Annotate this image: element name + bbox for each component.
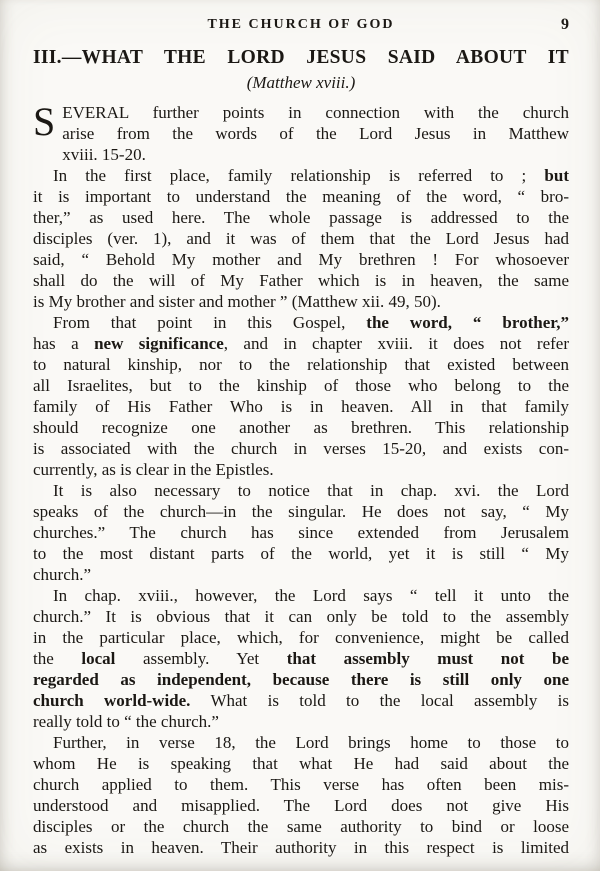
body-text: is My brother and sister and mother ” (Matthew xii. 49, 50). xyxy=(33,292,441,311)
text-line xyxy=(33,627,569,648)
body-text: It is also necessary to notice that in chap. xvi. the Lord xyxy=(53,481,569,500)
text-line xyxy=(33,417,569,438)
body-text: EVERAL further points in connection with the church xyxy=(62,103,569,122)
text-line xyxy=(33,249,569,270)
text-line xyxy=(33,564,569,585)
body-text: should recognize one another as brethren. This relationship xyxy=(33,418,569,437)
body-text: What is told to the local assembly is xyxy=(190,691,569,710)
text-line xyxy=(33,312,569,333)
text-line xyxy=(33,375,569,396)
paragraph xyxy=(33,312,569,480)
drop-cap: S xyxy=(33,99,56,144)
text-line xyxy=(33,732,569,753)
page-number: 9 xyxy=(561,16,569,33)
text-line xyxy=(33,438,569,459)
body-text: the xyxy=(33,649,82,668)
chapter-subtitle: (Matthew xviii.) xyxy=(246,73,356,92)
emphasized-text: local xyxy=(81,649,116,668)
emphasized-text: new significance xyxy=(94,334,224,353)
body-text: churches.” The church has since extended from Jerusalem xyxy=(33,523,569,542)
text-line xyxy=(33,753,569,774)
body-text: whom He is speaking that what He had said about the xyxy=(33,754,569,773)
body-text: currently, as is clear in the Epistles. xyxy=(33,460,274,479)
body-text: assembly. Yet xyxy=(115,649,287,668)
text-line xyxy=(33,459,569,480)
text-line xyxy=(33,144,569,165)
body-text: understood and misapplied. The Lord does not give His xyxy=(33,796,569,815)
text-line xyxy=(33,501,569,522)
paragraph xyxy=(33,732,569,858)
text-line xyxy=(33,774,569,795)
paragraph xyxy=(33,480,569,585)
text-line xyxy=(33,690,569,711)
body-text: disciples (ver. 1), and it was of them that the Lord Jesus had xyxy=(33,229,569,248)
body-text: it is important to understand the meaning of the word, “ bro- xyxy=(33,187,569,206)
body-text: Further, in verse 18, the Lord brings home to those to xyxy=(53,733,569,752)
body-text: In the first place, family relationship is referred to ; xyxy=(53,166,545,185)
text-line xyxy=(33,795,569,816)
text-line xyxy=(33,711,569,732)
emphasized-text: church world-wide. xyxy=(33,691,191,710)
paragraph xyxy=(33,585,569,732)
body-text: to natural kinship, nor to the relationship that existed between xyxy=(33,355,569,374)
body-text: family of His Father Who is in heaven. All in that family xyxy=(33,397,569,416)
chapter-title: III.—WHAT THE LORD JESUS SAID ABOUT IT xyxy=(33,47,569,68)
body-text: has a xyxy=(33,334,95,353)
emphasized-text: the word, “ brother,” xyxy=(366,313,569,332)
text-line xyxy=(33,123,569,144)
body-text: ther,” as used here. The whole passage is addressed to the xyxy=(33,208,569,227)
text-line xyxy=(33,648,569,669)
emphasized-text: but xyxy=(544,166,569,185)
text-line xyxy=(33,816,569,837)
body-text: really told to “ the church.” xyxy=(33,712,219,731)
body-text: church.” It is obvious that it can only be told to the assembly xyxy=(33,607,569,626)
text-line xyxy=(33,270,569,291)
text-line xyxy=(33,606,569,627)
text-line xyxy=(33,396,569,417)
body-text: church.” xyxy=(33,565,92,584)
text-line xyxy=(33,354,569,375)
body-text: is associated with the church in verses 15-20, and exists con- xyxy=(33,439,569,458)
emphasized-text: that assembly must not be xyxy=(286,649,569,668)
body-text: all Israelites, but to the kinship of those who belong to the xyxy=(33,376,569,395)
body-text: xviii. 15-20. xyxy=(62,145,146,164)
body-text: church applied to them. This verse has often been mis- xyxy=(33,775,569,794)
body-text: speaks of the church—in the singular. He does not say, “ My xyxy=(33,502,569,521)
body-text: in the particular place, which, for convenience, might be called xyxy=(33,628,569,647)
text-line xyxy=(33,186,569,207)
text-line xyxy=(33,165,569,186)
text-line xyxy=(33,669,569,690)
text-line xyxy=(33,228,569,249)
paragraph xyxy=(33,165,569,312)
text-line xyxy=(33,522,569,543)
text-line xyxy=(33,333,569,354)
text-line xyxy=(33,102,569,123)
body-text: From that point in this Gospel, xyxy=(53,313,367,332)
running-header-title: THE CHURCH OF GOD xyxy=(207,17,395,32)
body-text: arise from the words of the Lord Jesus in Matthew xyxy=(62,124,569,143)
text-line xyxy=(33,291,569,312)
body-text: as exists in heaven. Their authority in this respect is limited xyxy=(33,838,569,857)
body-text: In chap. xviii., however, the Lord says “ tell it unto the xyxy=(53,586,569,605)
text-line xyxy=(33,207,569,228)
emphasized-text: regarded as independent, because there is still only one xyxy=(33,670,569,689)
text-line xyxy=(33,543,569,564)
paragraph xyxy=(33,99,569,165)
body-text: , and in chapter xviii. it does not refer xyxy=(223,334,569,353)
body-text: shall do the will of My Father which is in heaven, the same xyxy=(33,271,569,290)
text-line xyxy=(33,480,569,501)
page-body xyxy=(33,99,569,858)
text-line xyxy=(33,837,569,858)
body-text: said, “ Behold My mother and My brethren ! For whosoever xyxy=(33,250,569,269)
body-text: to the most distant parts of the world, yet it is still “ My xyxy=(33,544,569,563)
text-line xyxy=(33,585,569,606)
running-header xyxy=(33,14,569,36)
body-text: disciples or the church the same authority to bind or loose xyxy=(33,817,569,836)
